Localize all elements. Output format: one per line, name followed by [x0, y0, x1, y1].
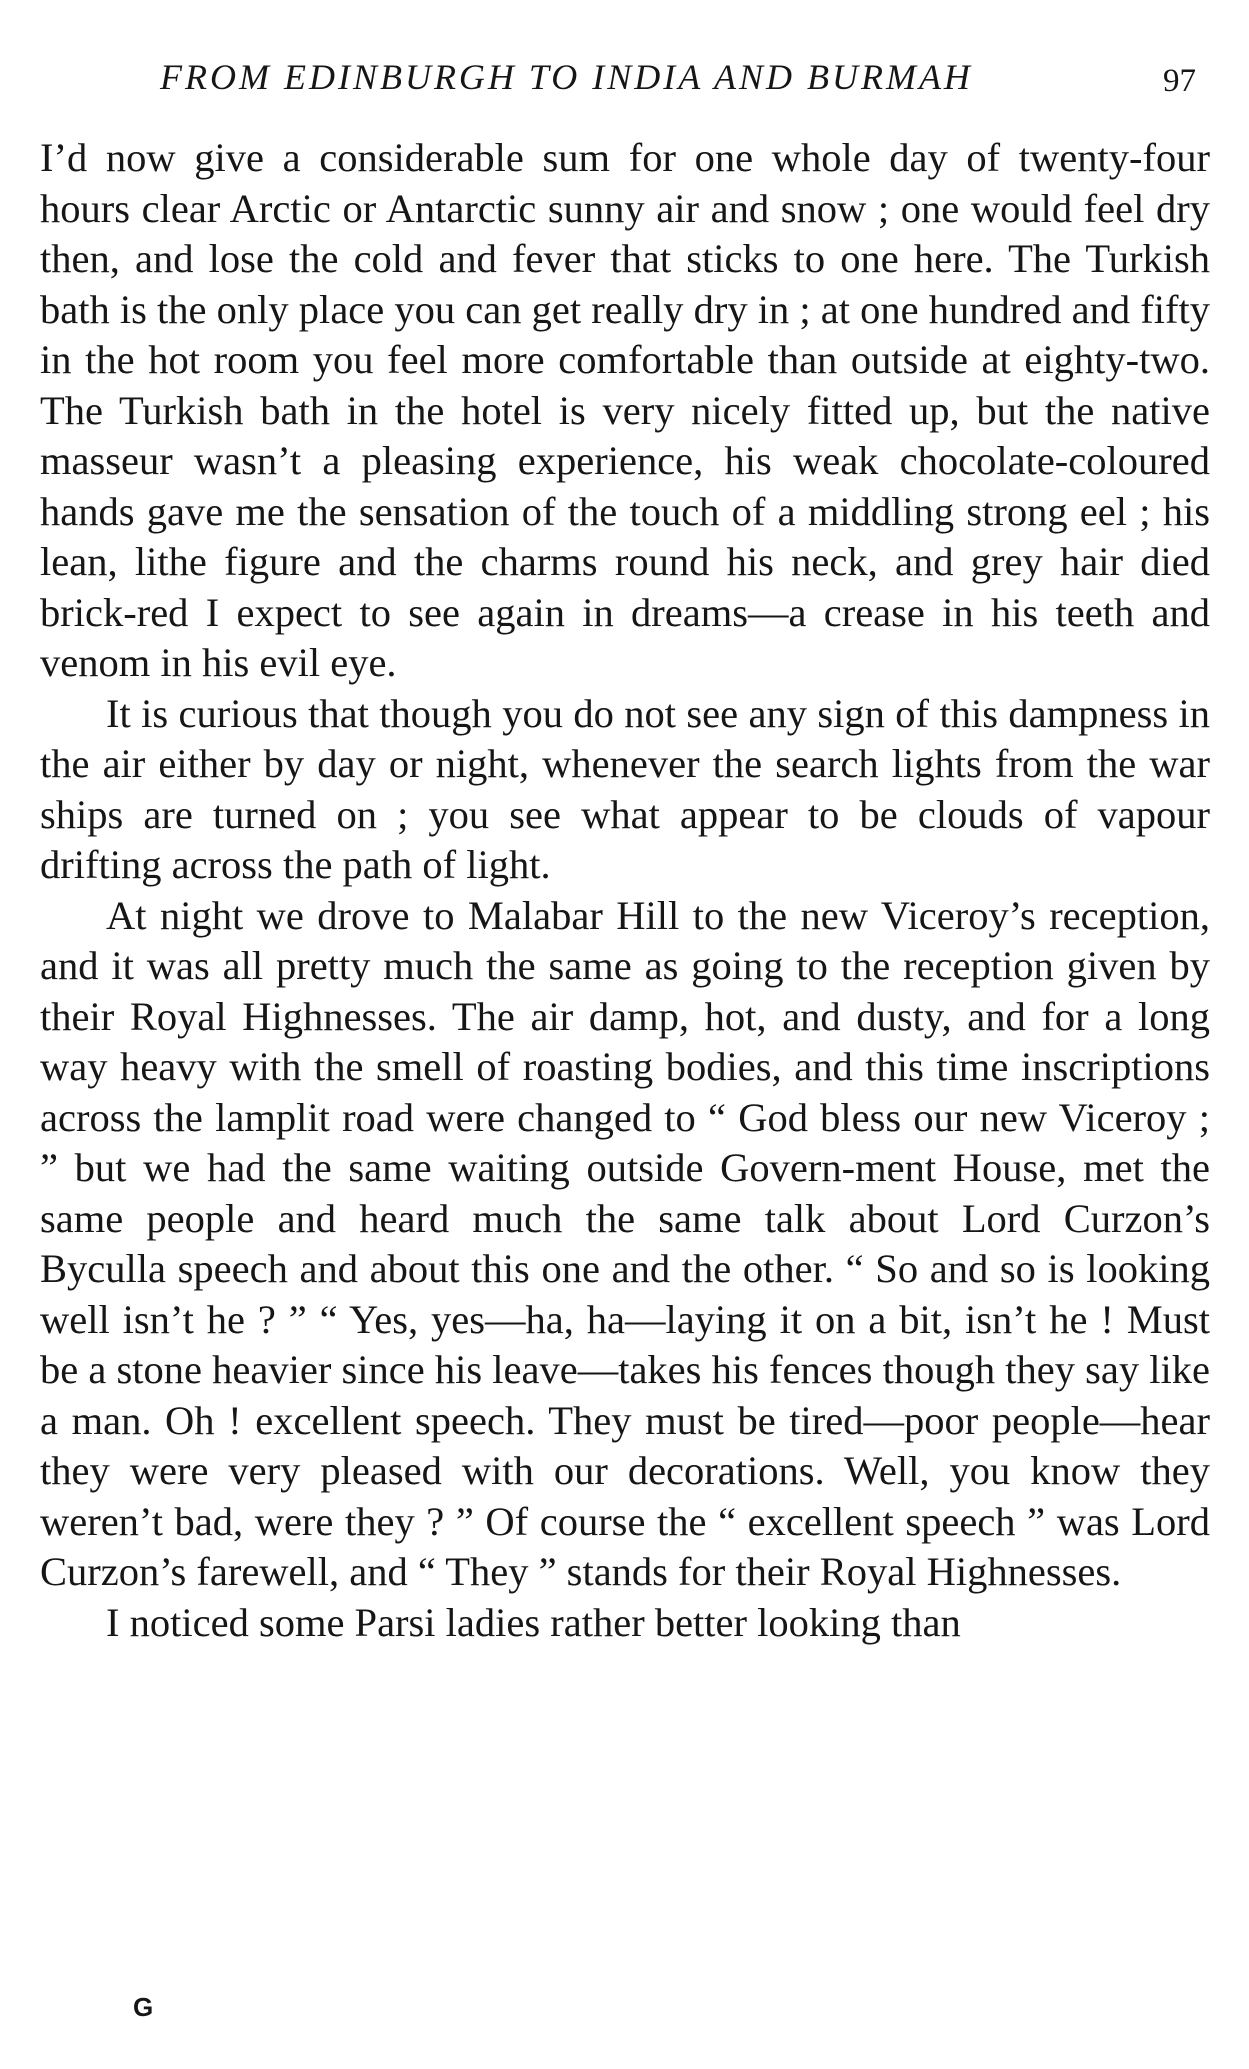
body-text — [40, 133, 1210, 1648]
book-page — [40, 0, 1210, 2069]
signature-mark: G — [133, 1992, 154, 2022]
paragraph-4: I noticed some Parsi ladies rather better looking than — [106, 1599, 961, 1645]
running-title: FROM EDINBURGH TO INDIA AND BURMAH — [160, 57, 973, 97]
paragraph-3: At night we drove to Malabar Hill to the new Viceroy’s reception, and it was all pretty much the same as going to the reception given by their Royal Highnesses. The air damp, hot, and dusty, and for a long way heavy with the smell of roasting bodies, and this time inscriptions across the lamplit road were changed to “ God bless our new Viceroy ; ” but we had the same waiting outside Govern-ment House, met the same people and heard much the same talk about Lord Curzon’s Byculla speech and about this one and the other. “ So and so is looking well isn’t he ? ” “ Yes, yes—ha, ha—laying it on a bit, isn’t he ! Must be a stone heavier since his leave—takes his fences though they say like a man. Oh ! excellent speech. They must be tired—poor people—hear they were very pleased with our decorations. Well, you know they weren’t bad, were they ? ” Of course the “ excellent speech ” was Lord Curzon’s farewell, and “ They ” stands for their Royal Highnesses. — [40, 892, 1210, 1594]
paragraph-1: I’d now give a considerable sum for one whole day of twenty-four hours clear Arctic or Antarctic sunny air and snow ; one would feel dry then, and lose the cold and fever that sticks to one here. The Turkish bath is the only place you can get really dry in ; at one hundred and fifty in the hot room you feel more comfortable than outside at eighty-two. The Turkish bath in the hotel is very nicely fitted up, but the native masseur wasn’t a pleasing experience, his weak chocolate-coloured hands gave me the sensation of the touch of a middling strong eel ; his lean, lithe figure and the charms round his neck, and grey hair died brick-red I expect to see again in dreams—a crease in his teeth and venom in his evil eye. — [40, 135, 1210, 685]
page-number: 97 — [1163, 63, 1196, 99]
running-head — [40, 52, 1210, 104]
paragraph-2: It is curious that though you do not see any sign of this dampness in the air either by day or night, whenever the search lights from the war ships are turned on ; you see what appear to be clouds of vapour drifting across the path of light. — [40, 690, 1210, 887]
